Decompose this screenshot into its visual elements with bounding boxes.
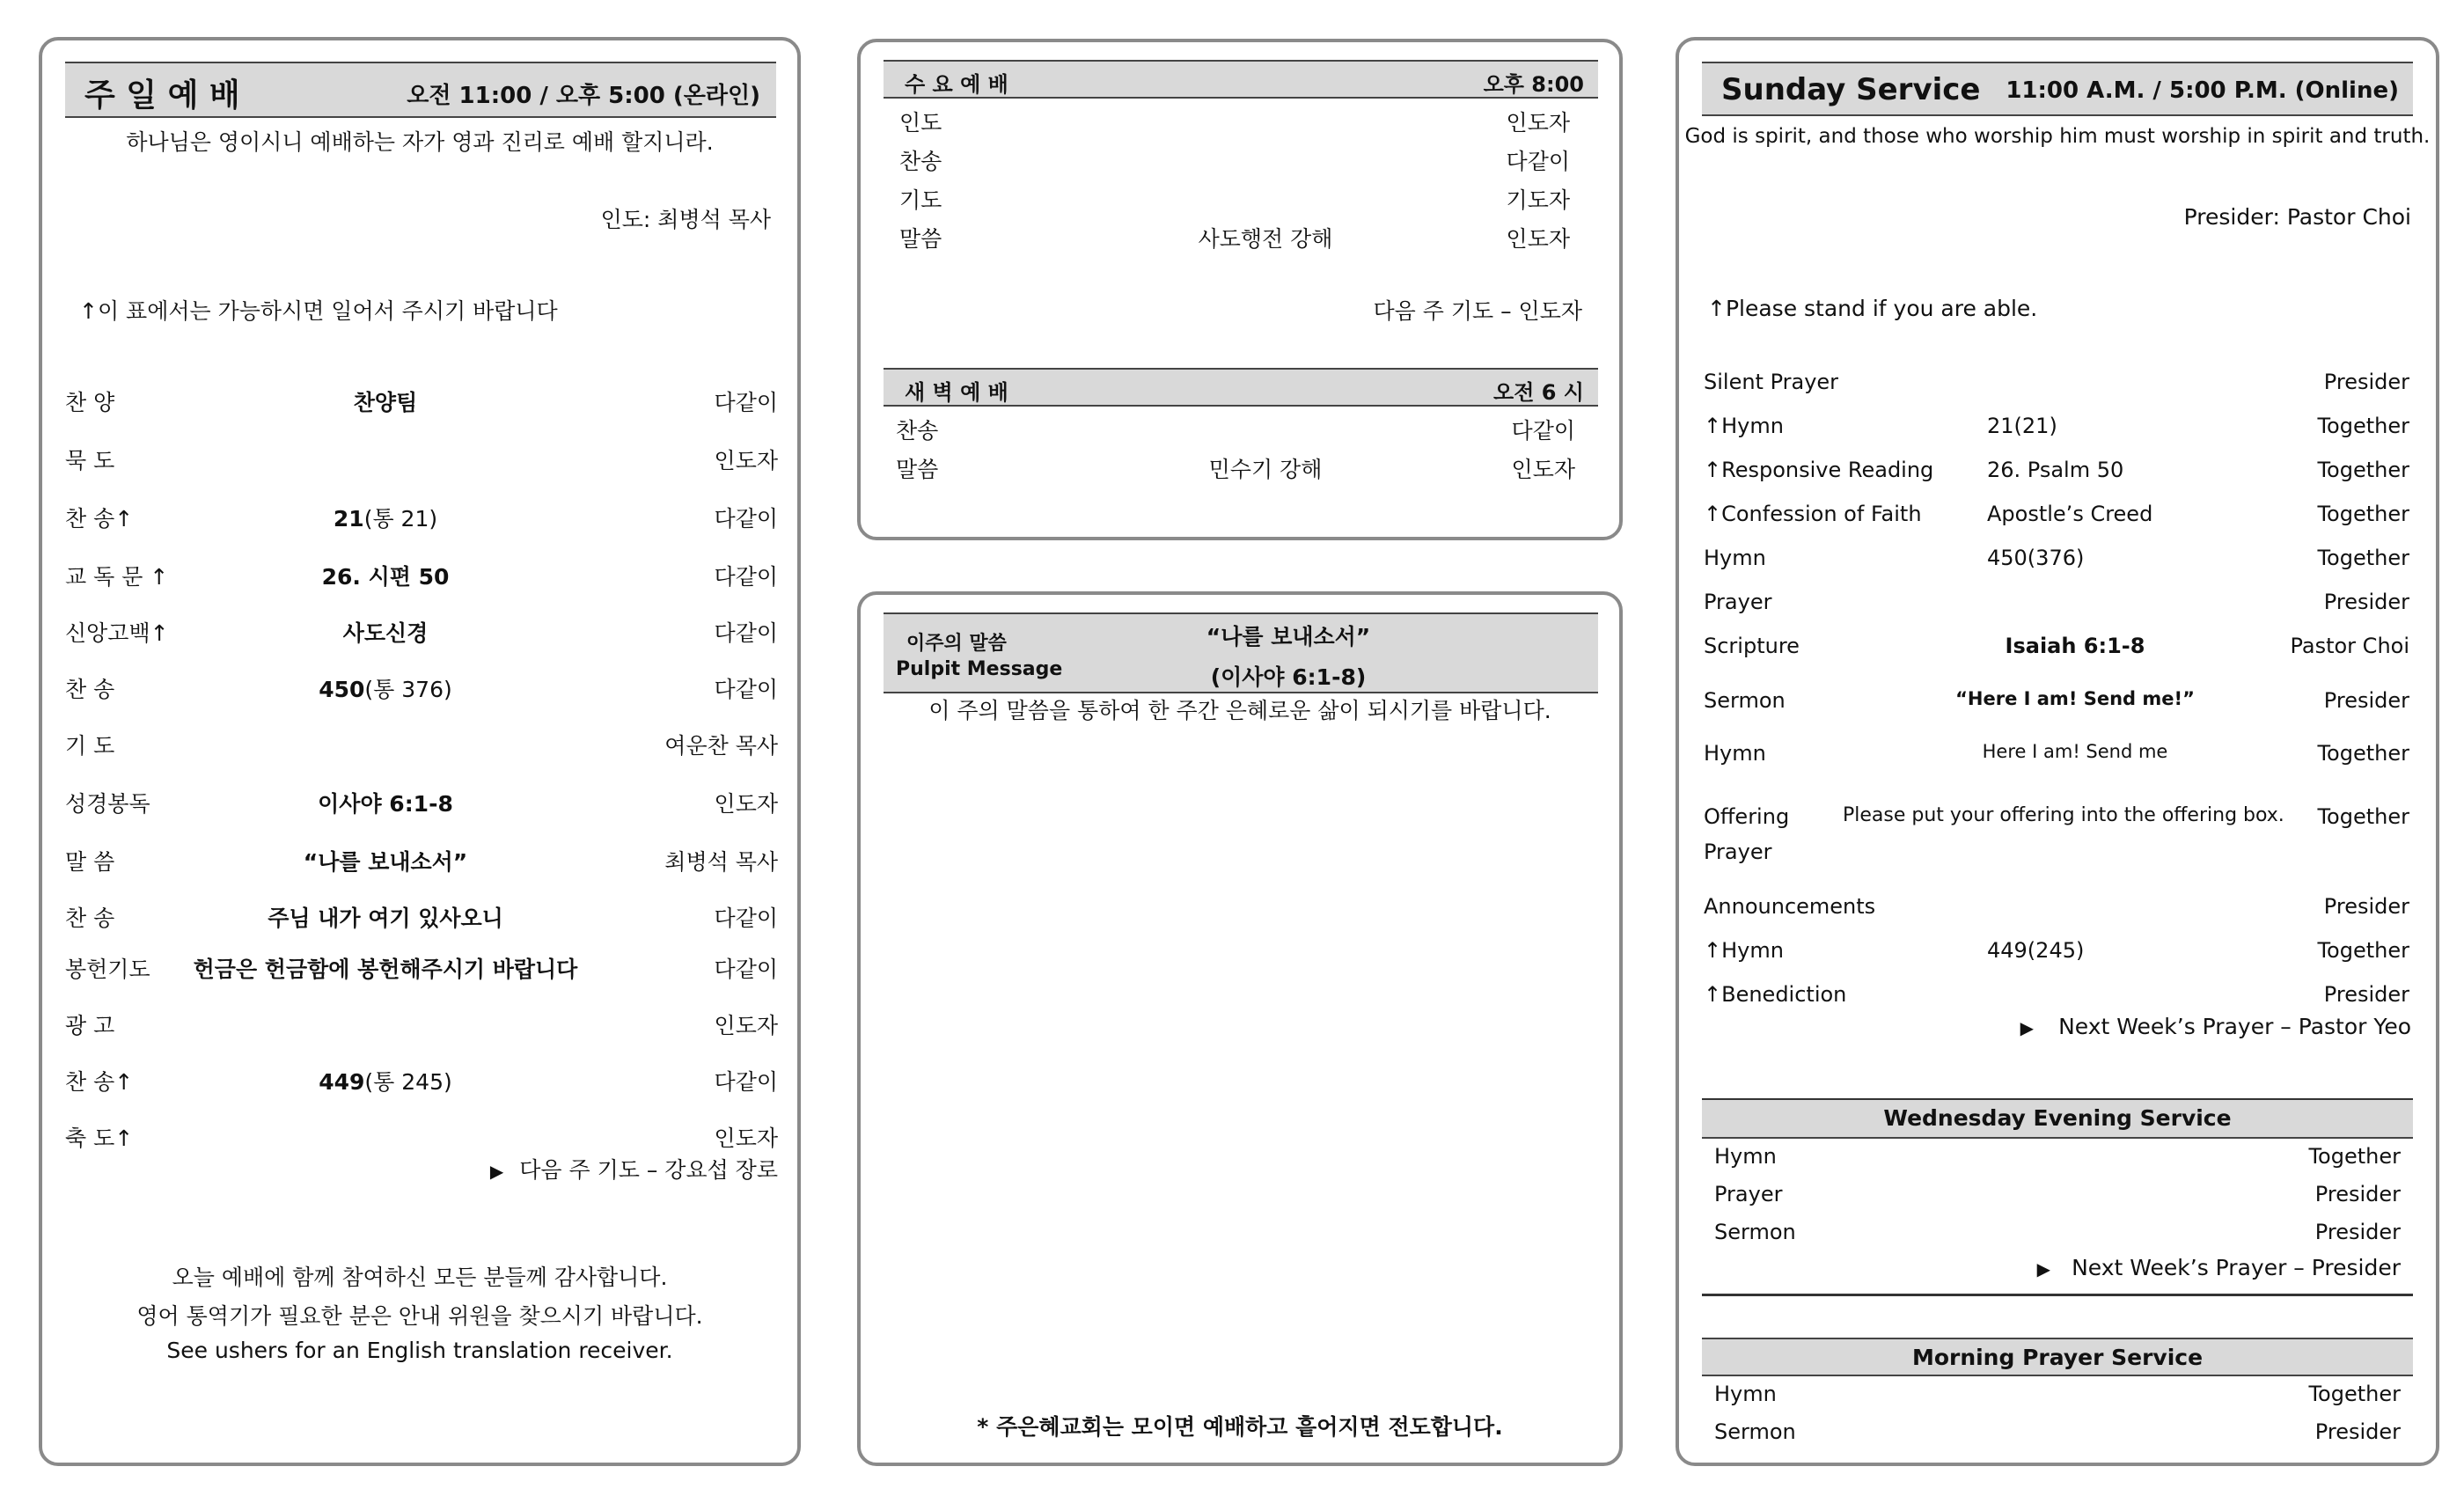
order-item-content-main: 찬양팀 [353, 390, 418, 415]
order-item-leader: 다같이 [714, 957, 778, 982]
order-item-content-main: 450 [319, 677, 365, 702]
order-item-content: 449(245) [1987, 938, 2085, 963]
english-order-row [1679, 414, 2436, 452]
order-item-leader: Together [2317, 414, 2409, 438]
order-item-leader: 인도자 [1506, 226, 1570, 252]
order-item-name: ↑Responsive Reading [1704, 458, 1934, 482]
order-item-leader: 다같이 [714, 506, 778, 532]
order-item-name: ↑Hymn [1704, 938, 1784, 963]
wednesday-kr-row [861, 183, 1619, 222]
korean-order-row [42, 787, 797, 825]
english-next-week-text: Next Week’s Prayer – Pastor Yeo [2058, 1014, 2411, 1039]
order-item-leader: Together [2317, 546, 2409, 570]
order-item-name: 축 도↑ [65, 1126, 134, 1151]
wednesday-en-row [1679, 1144, 2436, 1183]
dawn-kr-title-band [884, 368, 1598, 407]
order-item-name: Hymn [1704, 741, 1766, 766]
english-order-row [1679, 894, 2436, 933]
order-item-leader: 인도자 [714, 448, 778, 473]
order-item-name: 기 도 [65, 733, 115, 759]
order-item-content [165, 845, 605, 876]
order-item-content [165, 952, 605, 984]
dawn-kr-title: 새 벽 예 배 [905, 380, 1008, 405]
order-item-name: Hymn [1714, 1144, 1777, 1169]
korean-order-row [42, 845, 797, 884]
order-item-name: Sermon [1704, 688, 1786, 713]
english-order-row [1679, 458, 2436, 496]
korean-verse: 하나님은 영이시니 예배하는 자가 영과 진리로 예배 할지니라. [126, 129, 714, 155]
order-item-content: 민수기 강해 [1208, 457, 1323, 482]
order-item-name: 찬 송 [65, 906, 115, 931]
korean-interpreter-note: 영어 통역기가 필요한 분은 안내 위원을 찾으시기 바랍니다. [136, 1303, 703, 1329]
church-motto: * 주은혜교회는 모이면 예배하고 흩어지면 전도합니다. [977, 1414, 1503, 1440]
pulpit-scripture-ref: (이사야 6:1-8) [1210, 664, 1367, 690]
pulpit-label-kr: 이주의 말씀 [906, 633, 1007, 655]
english-verse: God is spirit, and those who worship him must worship in spirit and truth. [1684, 125, 2431, 148]
order-item-content-main: 주님 내가 여기 있사오니 [268, 906, 503, 931]
order-item-leader: Presider [2314, 1182, 2401, 1206]
korean-next-week-text: 다음 주 기도 – 강요섭 장로 [519, 1157, 778, 1183]
order-item-content [165, 901, 605, 933]
order-item-leader: Together [2317, 804, 2409, 829]
order-item-name: 묵 도 [65, 448, 115, 473]
morning-en-title: Morning Prayer Service [1911, 1345, 2204, 1370]
order-item-name-2: Prayer [1704, 840, 1772, 864]
order-item-content-main: 21 [333, 506, 364, 532]
order-item-name: Prayer [1704, 590, 1772, 614]
order-item-content: 26. Psalm 50 [1987, 458, 2124, 482]
order-item-leader: Presider [2323, 590, 2409, 614]
english-order-row [1679, 590, 2436, 628]
order-item-leader: 다같이 [714, 564, 778, 590]
order-item-content-main: 이사야 6:1-8 [318, 791, 453, 817]
korean-order-row [42, 444, 797, 482]
korean-presider: 인도: 최병석 목사 [600, 207, 771, 232]
wednesday-kr-title-band [884, 60, 1598, 99]
english-next-week [2020, 1014, 2411, 1039]
pulpit-label-en: Pulpit Message [896, 658, 1063, 680]
order-item-content: Isaiah 6:1-8 [2005, 634, 2145, 658]
triangle-right-icon: ▶ [2020, 1017, 2035, 1038]
korean-thanks: 오늘 예배에 함께 참여하신 모든 분들께 감사합니다. [172, 1265, 668, 1290]
order-item-leader: 인도자 [714, 791, 778, 817]
wednesday-en-bottom-rule [1702, 1294, 2413, 1296]
order-item-content [165, 672, 605, 704]
english-stand-note: ↑Please stand if you are able. [1707, 296, 2038, 321]
wednesday-en-title: Wednesday Evening Service [1883, 1105, 2232, 1131]
order-item-content-main: 26. 시편 50 [321, 564, 450, 590]
order-item-name: Sermon [1714, 1419, 1796, 1444]
korean-order-row [42, 1065, 797, 1104]
order-item-name: ↑Benediction [1704, 982, 1847, 1007]
morning-en-title-band [1702, 1338, 2413, 1376]
order-item-content-main: 사도신경 [342, 620, 429, 646]
order-item-name: 찬 송↑ [65, 506, 134, 532]
order-item-content-sub: (통 376) [364, 677, 452, 702]
english-order-row [1679, 502, 2436, 540]
order-item-leader: Presider [2323, 894, 2409, 919]
order-item-name: 교 독 문 ↑ [65, 564, 169, 590]
wednesday-kr-row [861, 222, 1619, 260]
order-item-leader: Presider [2314, 1419, 2401, 1444]
order-item-name: Silent Prayer [1704, 370, 1839, 394]
korean-title: 주 일 예 배 [84, 77, 240, 114]
english-presider: Presider: Pastor Choi [2183, 204, 2411, 230]
korean-order-row [42, 1008, 797, 1047]
order-item-content: 사도행전 강해 [1198, 226, 1333, 252]
order-item-name: 찬 송 [65, 677, 115, 702]
weekday-services-panel [857, 39, 1623, 540]
english-order-row [1679, 741, 2436, 780]
order-item-content: 21(21) [1987, 414, 2057, 438]
order-item-name: 찬 송↑ [65, 1069, 134, 1095]
korean-sunday-panel [39, 37, 801, 1466]
order-item-name: 말씀 [899, 226, 942, 252]
order-item-leader: 다같이 [1506, 149, 1570, 174]
wednesday-en-row [1679, 1182, 2436, 1221]
english-title: Sunday Service [1721, 72, 1981, 107]
order-item-leader: 다같이 [714, 390, 778, 415]
order-item-name: 성경봉독 [65, 791, 150, 817]
order-item-leader: 여운찬 목사 [664, 733, 778, 759]
order-item-content: “Here I am! Send me!” [1955, 688, 2195, 709]
order-item-content-sub: (통 21) [363, 506, 438, 532]
morning-en-row [1679, 1419, 2436, 1458]
korean-order-row [42, 952, 797, 991]
order-item-leader: Presider [2323, 688, 2409, 713]
english-title-band [1702, 62, 2413, 116]
order-item-content: Here I am! Send me [1982, 741, 2168, 762]
korean-next-week [490, 1153, 778, 1184]
order-item-leader: Together [2317, 502, 2409, 526]
wednesday-kr-next-week: 다음 주 기도 – 인도자 [1373, 298, 1582, 324]
pulpit-title: “나를 보내소서” [1206, 624, 1371, 649]
order-item-leader: Presider [2323, 982, 2409, 1007]
order-item-name: 인도 [899, 110, 942, 136]
pulpit-title-band [884, 612, 1598, 693]
triangle-right-icon: ▶ [2036, 1258, 2051, 1280]
korean-order-row [42, 502, 797, 540]
wednesday-en-row [1679, 1220, 2436, 1258]
order-item-leader: Presider [2323, 370, 2409, 394]
wednesday-en-title-band [1702, 1100, 2413, 1139]
order-item-name: 말씀 [896, 457, 939, 482]
korean-order-row [42, 729, 797, 767]
order-item-content-sub: (통 245) [364, 1069, 452, 1095]
order-item-content [165, 385, 605, 417]
english-order-row [1679, 804, 2436, 864]
english-service-time: 11:00 A.M. / 5:00 P.M. (Online) [2006, 77, 2399, 104]
order-item-content [165, 502, 605, 533]
order-item-leader: 인도자 [714, 1126, 778, 1151]
order-item-name: Sermon [1714, 1220, 1796, 1244]
order-item-name: 말 씀 [65, 849, 115, 875]
order-item-name: 봉헌기도 [65, 957, 150, 982]
korean-order-row [42, 616, 797, 655]
wednesday-kr-time: 오후 8:00 [1483, 72, 1584, 97]
order-item-content-main: 449 [319, 1069, 365, 1095]
korean-order-row [42, 901, 797, 940]
order-item-leader: 다같이 [714, 620, 778, 646]
order-item-name: Offering [1704, 804, 1790, 829]
order-item-leader: Together [2317, 741, 2409, 766]
order-item-content-main: “나를 보내소서” [303, 849, 468, 875]
korean-order-row [42, 385, 797, 424]
wednesday-en-next-week [2037, 1255, 2401, 1280]
order-item-name: 기도 [899, 187, 942, 213]
order-item-content [165, 1065, 605, 1096]
order-item-name: ↑Confession of Faith [1704, 502, 1922, 526]
english-sunday-panel [1676, 37, 2439, 1466]
order-item-content: Please put your offering into the offering box. [1843, 804, 2284, 826]
order-item-content: 450(376) [1987, 546, 2085, 570]
order-item-name: 찬 양 [65, 390, 115, 415]
wednesday-kr-row [861, 144, 1619, 183]
order-item-name: Scripture [1704, 634, 1800, 658]
order-item-leader: 인도자 [1511, 457, 1575, 482]
korean-service-time: 오전 11:00 / 오후 5:00 (온라인) [407, 83, 760, 109]
korean-stand-note: ↑이 표에서는 가능하시면 일어서 주시기 바랍니다 [79, 298, 558, 324]
order-item-content-main: 헌금은 헌금함에 봉헌해주시기 바랍니다 [193, 957, 578, 982]
wednesday-kr-title: 수 요 예 배 [905, 72, 1008, 97]
order-item-name: Prayer [1714, 1182, 1783, 1206]
dawn-kr-row [861, 414, 1619, 452]
english-order-row [1679, 370, 2436, 408]
order-item-name: 신앙고백↑ [65, 620, 169, 646]
pulpit-blessing: 이 주의 말씀을 통하여 한 주간 은혜로운 삶이 되시기를 바랍니다. [928, 698, 1551, 723]
order-item-leader: 인도자 [714, 1013, 778, 1038]
order-item-content [165, 787, 605, 818]
order-item-leader: Presider [2314, 1220, 2401, 1244]
order-item-leader: Together [2317, 458, 2409, 482]
order-item-leader: 최병석 목사 [664, 849, 778, 875]
order-item-content [165, 616, 605, 648]
english-order-row [1679, 688, 2436, 727]
order-item-name: 찬송 [896, 418, 939, 444]
order-item-leader: 다같이 [1511, 418, 1575, 444]
order-item-name: Announcements [1704, 894, 1876, 919]
korean-english-note: See ushers for an English translation receiver. [166, 1338, 673, 1363]
order-item-leader: 다같이 [714, 1069, 778, 1095]
wednesday-en-next-week-text: Next Week’s Prayer – Presider [2072, 1255, 2401, 1280]
order-item-leader: 다같이 [714, 677, 778, 702]
order-item-leader: Together [2308, 1144, 2401, 1169]
wednesday-kr-row [861, 106, 1619, 144]
korean-title-band [65, 62, 776, 118]
english-order-row [1679, 546, 2436, 584]
order-item-name: 찬송 [899, 149, 942, 174]
triangle-right-icon: ▶ [489, 1161, 504, 1182]
order-item-leader: Together [2317, 938, 2409, 963]
order-item-name: 광 고 [65, 1013, 115, 1038]
english-order-row [1679, 634, 2436, 672]
order-item-name: Hymn [1704, 546, 1766, 570]
korean-order-row [42, 560, 797, 598]
order-item-name: ↑Hymn [1704, 414, 1784, 438]
order-item-leader: 인도자 [1506, 110, 1570, 136]
dawn-kr-row [861, 452, 1619, 491]
order-item-content [165, 560, 605, 591]
morning-en-row [1679, 1382, 2436, 1420]
english-order-row [1679, 938, 2436, 977]
dawn-kr-time: 오전 6 시 [1493, 380, 1584, 405]
order-item-leader: 기도자 [1506, 187, 1570, 213]
order-item-leader: Together [2308, 1382, 2401, 1406]
korean-order-row [42, 672, 797, 711]
pulpit-message-panel [857, 591, 1623, 1466]
order-item-leader: Pastor Choi [2290, 634, 2409, 658]
order-item-leader: 다같이 [714, 906, 778, 931]
order-item-content: Apostle’s Creed [1987, 502, 2153, 526]
order-item-name: Hymn [1714, 1382, 1777, 1406]
